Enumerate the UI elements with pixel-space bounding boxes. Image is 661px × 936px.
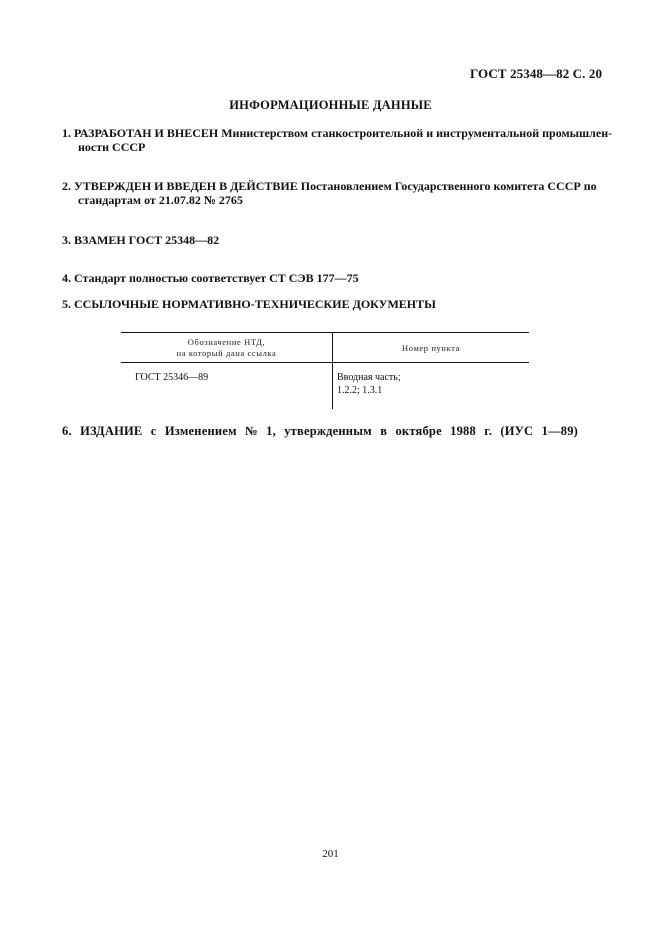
- item-text-continued: ности СССР: [78, 140, 146, 154]
- item-text: УТВЕРЖДЕН И ВВЕДЕН В ДЕЙСТВИЕ Постановлением Государственного комитета СССР по: [74, 179, 597, 193]
- header-ntd-line1: Обозначение НТД,: [187, 337, 266, 347]
- cell-points-line2: 1.2.2; 1.3.1: [337, 385, 383, 396]
- item-number: 2.: [62, 179, 71, 193]
- item-number: 1.: [62, 126, 71, 140]
- header-ntd-line2: на который дана ссылка: [176, 348, 277, 358]
- document-header: ГОСТ 25348—82 С. 20: [470, 66, 603, 81]
- item-text: ССЫЛОЧНЫЕ НОРМАТИВНО-ТЕХНИЧЕСКИЕ ДОКУМЕНТЫ: [74, 297, 436, 311]
- section-title: ИНФОРМАЦИОННЫЕ ДАННЫЕ: [229, 98, 432, 112]
- table-header-row: [121, 333, 529, 363]
- info-item-6: 6. ИЗДАНИЕ с Изменением № 1, утвержденным в октябре 1988 г. (ИУС 1—89): [62, 424, 579, 438]
- cell-ntd: ГОСТ 25346—89: [135, 372, 209, 383]
- item-text-continued: стандартам от 21.07.82 № 2765: [78, 193, 243, 207]
- page-number: 201: [322, 848, 339, 860]
- cell-points: [333, 363, 530, 410]
- item-text: ВЗАМЕН ГОСТ 25348—82: [74, 233, 220, 247]
- info-item-5: [62, 297, 614, 311]
- item-number: 3.: [62, 233, 71, 247]
- table-row: [121, 363, 529, 410]
- info-item-1: [62, 126, 614, 154]
- item-text: Стандарт полностью соответствует СТ СЭВ 177—75: [74, 271, 359, 285]
- header-ntd: [121, 333, 333, 363]
- reference-documents-table: [121, 332, 529, 409]
- info-item-3: [62, 233, 614, 247]
- info-item-4: [62, 271, 614, 285]
- item-text: РАЗРАБОТАН И ВНЕСЕН Министерством станкостроительной и инструментальной промышлен-: [74, 126, 613, 140]
- item-number: 4.: [62, 271, 71, 285]
- info-item-2: [62, 179, 614, 207]
- header-point-number: Номер пункта: [333, 333, 530, 363]
- item-number: 5.: [62, 297, 71, 311]
- cell-points-line1: Вводная часть;: [337, 372, 401, 383]
